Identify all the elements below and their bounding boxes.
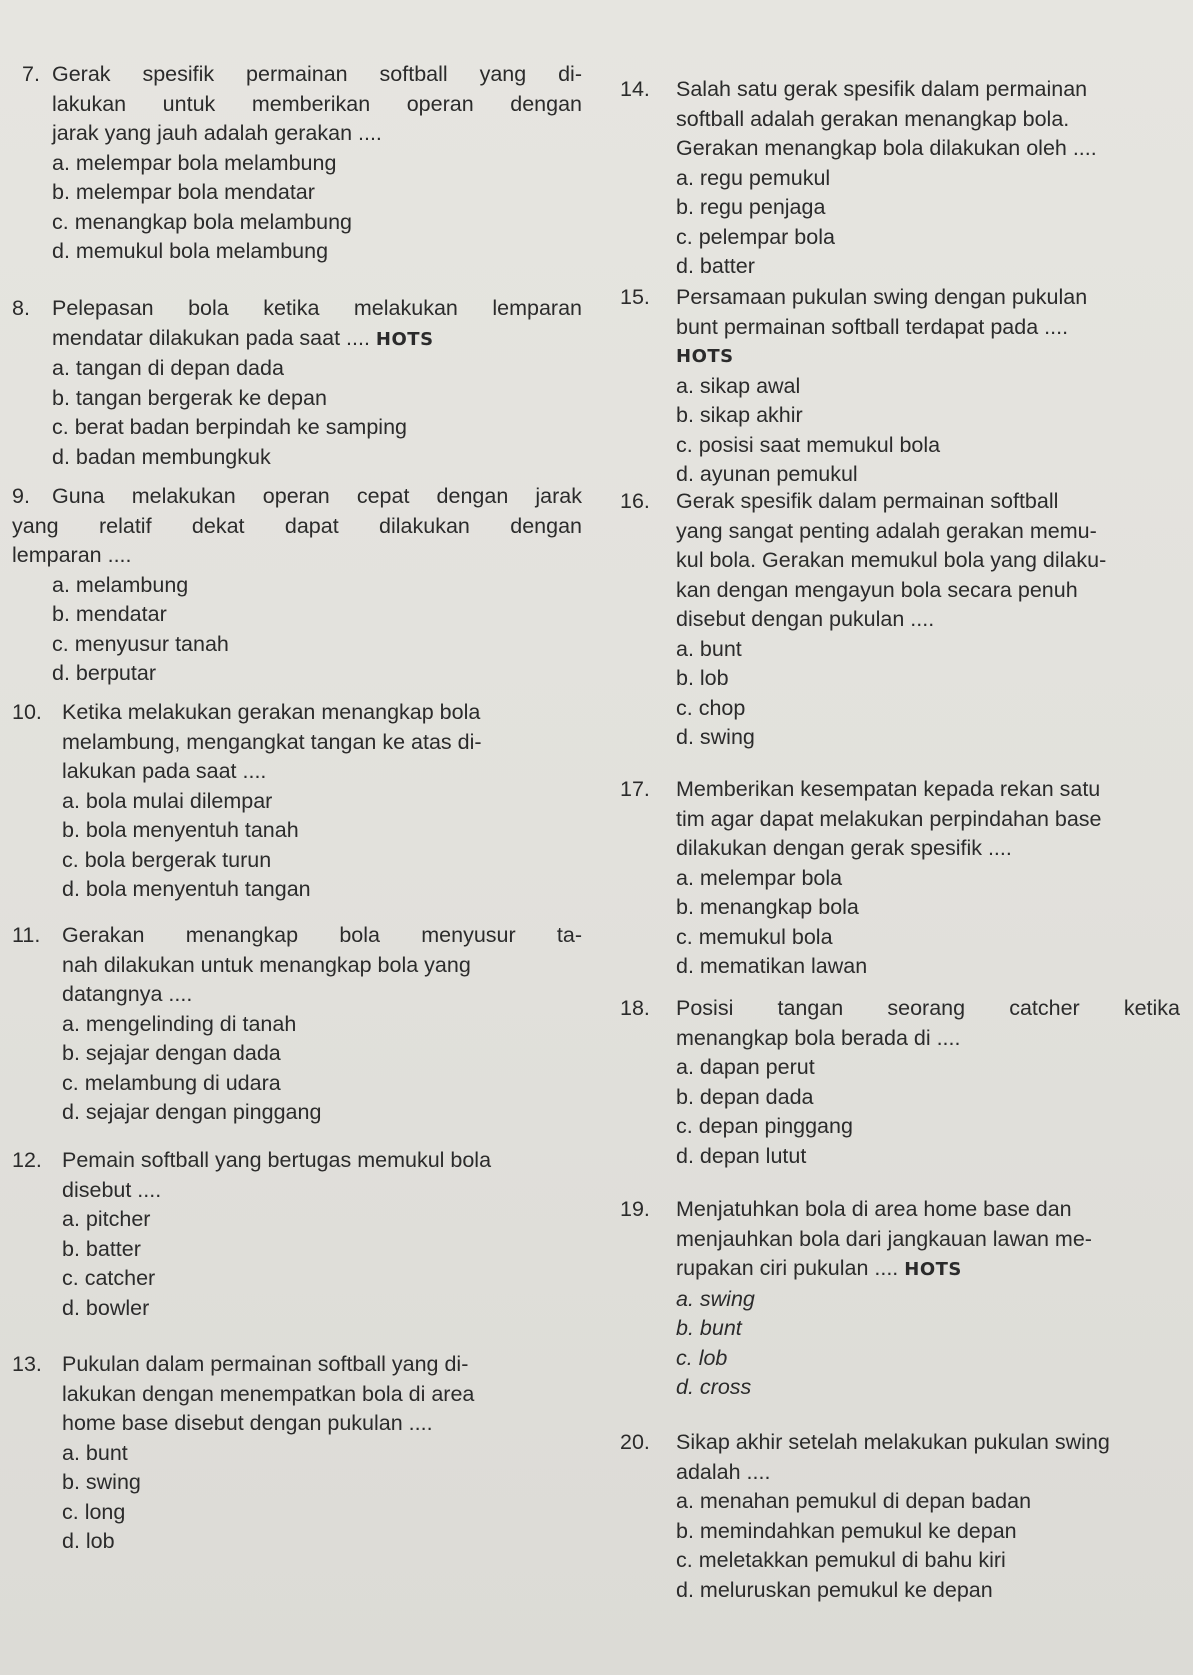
question-stem-line: kan dengan mengayun bola secara penuh: [676, 577, 1078, 602]
answer-option: c. memukul bola: [676, 924, 833, 949]
answer-option: d. meluruskan pemukul ke depan: [676, 1577, 993, 1602]
answer-option: a. pitcher: [62, 1207, 151, 1231]
question-number: 13.: [12, 1352, 42, 1376]
hots-label: HOTS: [676, 346, 734, 367]
answer-option: c. chop: [676, 695, 746, 720]
question-stem-line: yang sangat penting adalah gerakan memu-: [676, 518, 1097, 543]
answer-option: d. memukul bola melambung: [52, 239, 329, 263]
question-stem-line: Posisi tangan seorang catcher ketika: [676, 996, 1180, 1020]
answer-option: b. regu penjaga: [676, 195, 826, 219]
question-stem-line: yang relatif dekat dapat dilakukan dengan: [12, 513, 582, 538]
answer-option: b. lob: [676, 666, 729, 690]
question-stem-line: Salah satu gerak spesifik dalam permainan: [676, 77, 1088, 101]
answer-option: d. bowler: [62, 1295, 150, 1320]
answer-option: c. long: [62, 1499, 126, 1524]
answer-option: b. bola menyentuh tanah: [62, 818, 299, 842]
answer-option: b. depan dada: [676, 1084, 814, 1109]
question-stem-line: Guna melakukan operan cepat dengan jarak: [52, 484, 582, 508]
question-number: 9.: [12, 484, 30, 508]
question-number: 18.: [620, 996, 650, 1020]
question-stem-line: dilakukan dengan gerak spesifik ....: [676, 836, 1012, 860]
answer-option: d. badan membungkuk: [52, 444, 271, 469]
answer-option: c. depan pinggang: [676, 1114, 853, 1138]
question-20: [620, 1428, 1185, 1605]
answer-option: d. lob: [62, 1529, 115, 1553]
answer-option: d. berputar: [52, 661, 156, 685]
question-number: 7.: [22, 62, 40, 86]
question-stem-line: kul bola. Gerakan memukul bola yang dilaku-: [676, 548, 1107, 572]
answer-option: d. ayunan pemukul: [676, 462, 858, 486]
question-14: [620, 75, 1180, 282]
question-stem-line: menjauhkan bola dari jangkauan lawan me-: [676, 1226, 1092, 1251]
question-stem-line: Gerakan menangkap bola dilakukan oleh ....: [676, 136, 1097, 160]
answer-option: a. sikap awal: [676, 373, 801, 398]
question-7: [22, 60, 582, 267]
answer-option: a. menahan pemukul di depan badan: [676, 1489, 1032, 1513]
question-stem-line: disebut ....: [62, 1177, 162, 1202]
answer-option: a. bunt: [676, 636, 742, 661]
question-stem-line: adalah ....: [676, 1459, 771, 1484]
answer-option: d. cross: [676, 1375, 752, 1399]
answer-option: c. menyusur tanah: [52, 631, 229, 656]
question-stem-line: menangkap bola berada di ....: [676, 1025, 961, 1050]
question-stem-line: Pukulan dalam permainan softball yang di-: [62, 1352, 469, 1376]
question-stem-line: lakukan untuk memberikan operan dengan: [52, 91, 582, 116]
answer-option: b. bunt: [676, 1316, 742, 1340]
question-16: [620, 487, 1180, 753]
question-stem-line: lakukan dengan menempatkan bola di area: [62, 1381, 475, 1406]
question-stem-line: Pemain softball yang bertugas memukul bola: [62, 1148, 492, 1172]
answer-option: c. meletakkan pemukul di bahu kiri: [676, 1548, 1006, 1572]
question-13: [12, 1350, 582, 1557]
question-stem-line: lemparan ....: [12, 543, 132, 567]
question-number: 14.: [620, 77, 650, 101]
question-10: [12, 698, 582, 905]
question-stem-line: home base disebut dengan pukulan ....: [62, 1411, 433, 1435]
answer-option: b. memindahkan pemukul ke depan: [676, 1518, 1017, 1543]
answer-option: c. bola bergerak turun: [62, 847, 272, 872]
question-stem-line: Ketika melakukan gerakan menangkap bola: [62, 700, 481, 724]
answer-option: d. bola menyentuh tangan: [62, 877, 311, 901]
answer-option: a. melempar bola: [676, 865, 843, 890]
question-stem-line: mendatar dilakukan pada saat ....: [52, 325, 370, 350]
question-stem-line: Pelepasan bola ketika melakukan lemparan: [52, 296, 582, 320]
question-stem-line: Gerakan menangkap bola menyusur ta-: [62, 923, 582, 947]
answer-option: a. bunt: [62, 1440, 128, 1465]
question-11: [12, 921, 582, 1128]
question-number: 10.: [12, 700, 42, 724]
question-number: 12.: [12, 1148, 42, 1172]
answer-option: c. berat badan berpindah ke samping: [52, 415, 407, 439]
question-number: 17.: [620, 777, 650, 801]
question-number: 16.: [620, 489, 650, 513]
question-stem-line: disebut dengan pukulan ....: [676, 607, 935, 631]
question-stem-line: Memberikan kesempatan kepada rekan satu: [676, 777, 1101, 801]
question-stem-line: melambung, mengangkat tangan ke atas di-: [62, 729, 482, 754]
right-column: [620, 0, 1193, 1675]
question-stem-line: Menjatuhkan bola di area home base dan: [676, 1197, 1072, 1221]
question-number: 19.: [620, 1197, 650, 1221]
question-stem-line: Sikap akhir setelah melakukan pukulan swing: [676, 1430, 1110, 1454]
answer-option: b. tangan bergerak ke depan: [52, 385, 327, 410]
answer-option: c. pelempar bola: [676, 224, 835, 249]
question-stem-line: Gerak spesifik permainan softball yang di-: [52, 62, 582, 86]
answer-option: a. regu pemukul: [676, 165, 831, 190]
answer-option: a. tangan di depan dada: [52, 356, 284, 380]
question-number: 20.: [620, 1430, 650, 1454]
question-19: [620, 1195, 1180, 1403]
answer-option: a. swing: [676, 1286, 755, 1311]
question-number: 15.: [620, 285, 650, 309]
question-stem-line: nah dilakukan untuk menangkap bola yang: [62, 952, 471, 977]
answer-option: a. melempar bola melambung: [52, 150, 337, 175]
answer-option: a. mengelinding di tanah: [62, 1011, 297, 1036]
answer-option: b. swing: [62, 1470, 141, 1494]
answer-option: b. menangkap bola: [676, 895, 859, 919]
question-stem-line: datangnya ....: [62, 982, 193, 1006]
answer-option: c. catcher: [62, 1266, 156, 1290]
answer-option: d. swing: [676, 725, 755, 749]
question-8: [12, 294, 582, 472]
answer-option: a. melambung: [52, 572, 189, 597]
question-18: [620, 994, 1180, 1171]
hots-label: HOTS: [375, 328, 434, 350]
answer-option: c. posisi saat memukul bola: [676, 432, 941, 457]
question-stem-line: rupakan ciri pukulan ....: [676, 1256, 899, 1280]
answer-option: b. sejajar dengan dada: [62, 1041, 281, 1065]
answer-option: d. batter: [676, 254, 755, 278]
answer-option: c. melambung di udara: [62, 1070, 281, 1095]
question-stem-line: Persamaan pukulan swing dengan pukulan: [676, 285, 1088, 309]
question-stem-line: Gerak spesifik dalam permainan softball: [676, 489, 1059, 513]
answer-option: b. melempar bola mendatar: [52, 180, 315, 204]
question-stem-line: jarak yang jauh adalah gerakan ....: [52, 121, 382, 145]
question-stem-line: bunt permainan softball terdapat pada ....: [676, 314, 1069, 339]
hots-label: HOTS: [904, 1259, 962, 1280]
answer-option: a. bola mulai dilempar: [62, 788, 273, 813]
answer-option: c. lob: [676, 1345, 728, 1370]
question-12: [12, 1146, 582, 1323]
answer-option: b. batter: [62, 1236, 141, 1261]
question-number: 8.: [12, 296, 30, 320]
question-9: [12, 482, 582, 689]
answer-option: b. mendatar: [52, 602, 167, 626]
question-stem-line: softball adalah gerakan menangkap bola.: [676, 106, 1070, 131]
question-stem-line: tim agar dapat melakukan perpindahan base: [676, 806, 1102, 831]
answer-option: b. sikap akhir: [676, 403, 803, 427]
answer-option: d. mematikan lawan: [676, 954, 868, 978]
question-17: [620, 775, 1180, 982]
question-stem-line: lakukan pada saat ....: [62, 759, 267, 783]
answer-option: a. dapan perut: [676, 1055, 815, 1079]
answer-option: d. depan lutut: [676, 1143, 807, 1168]
question-number: 11.: [12, 923, 41, 947]
answer-option: d. sejajar dengan pinggang: [62, 1100, 322, 1124]
question-15: [620, 283, 1180, 490]
answer-option: c. menangkap bola melambung: [52, 209, 352, 234]
